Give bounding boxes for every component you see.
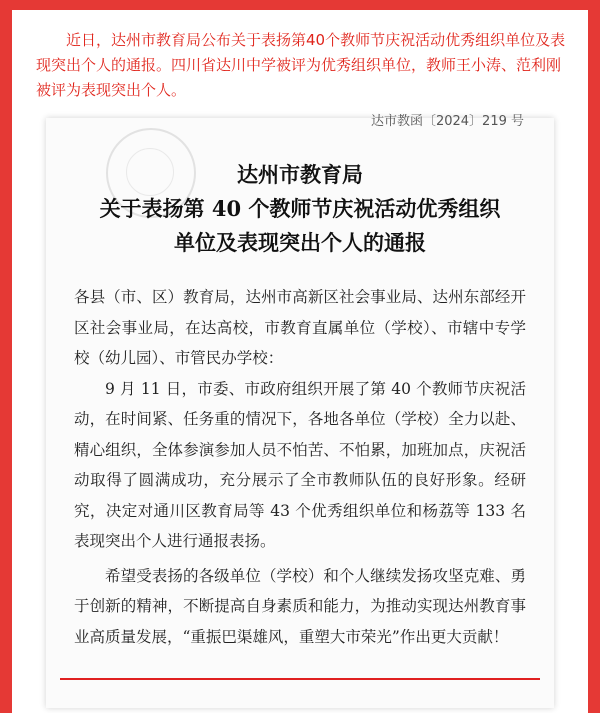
document-page (46, 114, 554, 708)
title-line-2: 关于表扬第 40 个教师节庆祝活动优秀组织 (99, 196, 501, 221)
red-divider-line (60, 678, 540, 680)
document-body (74, 282, 526, 652)
document-title (46, 158, 554, 260)
notice-text: 近日，达州市教育局公布关于表扬第40个教师节庆祝活动优秀组织单位及表现突出个人的通报。四川省达川中学被评为优秀组织单位，教师王小涛、范利刚被评为表现突出个人。 (36, 31, 566, 99)
body-paragraph-1: 9 月 11 日，市委、市政府组织开展了第 40 个教师节庆祝活动，在时间紧、任务重的情况下，各地各单位（学校）全力以赴、精心组织，全体参演参加人员不怕苦、不怕累，加班加点，庆祝活动取得了圆满成功，充分展示了全市教师队伍的良好形象。经研究，决定对通川区教育局等 43 个优秀组织单位和杨荔等 133 名表现突出个人进行通报表扬。 (74, 379, 526, 550)
title-line-3: 单位及表现突出个人的通报 (174, 230, 426, 255)
body-paragraph-2: 希望受表扬的各级单位（学校）和个人继续发扬攻坚克难、勇于创新的精神，不断提高自身素质和能力，为推动实现达州教育事业高质量发展，“重振巴渠雄风，重塑大市荣光”作出更大贡献！ (74, 566, 526, 646)
addressee-paragraph: 各县（市、区）教育局，达州市高新区社会事业局、达州东部经开区社会事业局，在达高校，市教育直属单位（学校）、市辖中专学校（幼儿园）、市管民办学校： (74, 288, 526, 367)
document-number: 达市教函〔2024〕219 号 (370, 114, 524, 129)
title-line-1: 达州市教育局 (237, 162, 363, 187)
